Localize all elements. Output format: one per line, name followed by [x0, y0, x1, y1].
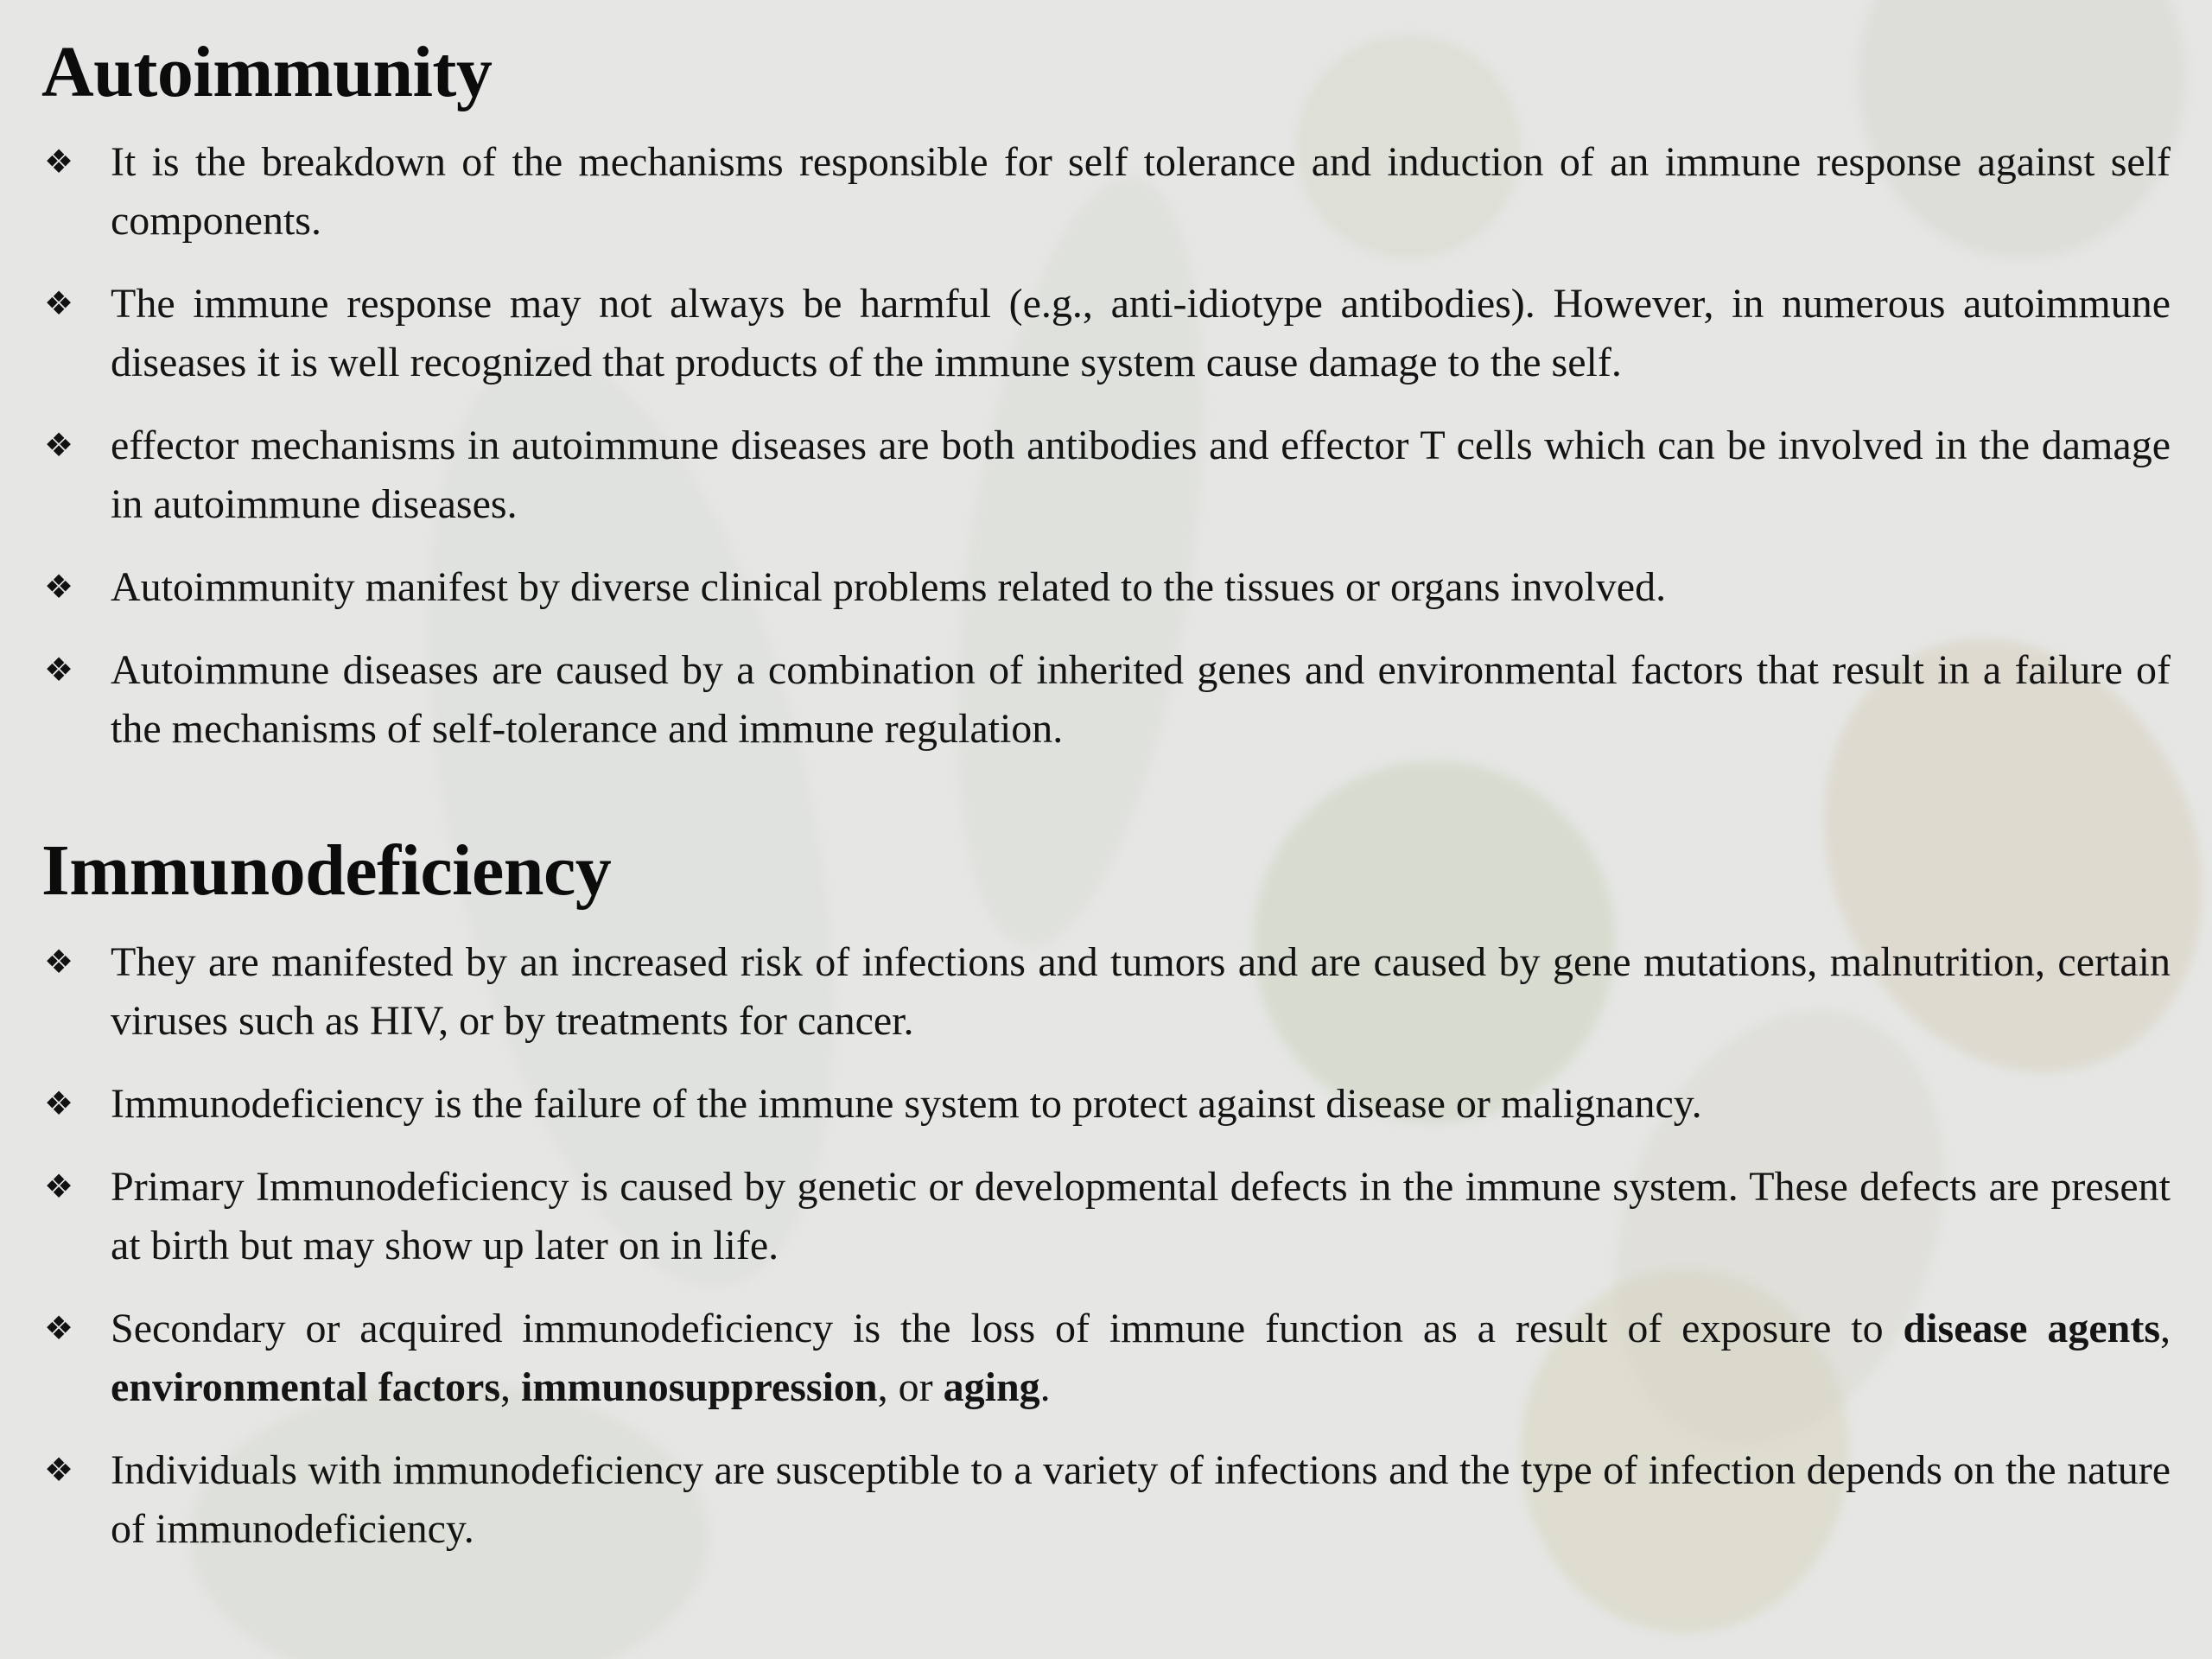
list-item: [41, 275, 2171, 392]
diamond-bullet-icon: ❖: [43, 286, 74, 322]
diamond-bullet-icon: ❖: [43, 1311, 74, 1347]
diamond-bullet-icon: ❖: [43, 652, 74, 689]
diamond-bullet-icon: ❖: [43, 1452, 74, 1489]
bullet-text-suffix: .: [1039, 1364, 1051, 1410]
autoimmunity-bullet-list: [41, 133, 2171, 759]
bullet-text: They are manifested by an increased risk of infections and tumors and are caused by gene mutations, malnutrition, certain viruses such as HIV, or by treatments for cancer.: [111, 939, 2171, 1044]
bullet-text: Individuals with immunodeficiency are susceptible to a variety of infections and the type of infection depends on the nature of immunodeficiency.: [111, 1447, 2171, 1552]
diamond-bullet-icon: ❖: [43, 1086, 74, 1122]
diamond-bullet-icon: ❖: [43, 944, 74, 981]
list-item: [41, 416, 2171, 534]
separator: ,: [2160, 1306, 2171, 1351]
bullet-text: [111, 1306, 2171, 1410]
bullet-text: Autoimmunity manifest by diverse clinical problems related to the tissues or organs involved.: [111, 564, 1667, 610]
list-item: [41, 641, 2171, 759]
section-heading-immunodeficiency: Immunodeficiency: [41, 830, 612, 911]
list-item: [41, 558, 2171, 617]
list-item: [41, 933, 2171, 1051]
diamond-bullet-icon: ❖: [43, 1169, 74, 1205]
bullet-text: It is the breakdown of the mechanisms responsible for self tolerance and induction of an immune response against self components.: [111, 139, 2171, 244]
immunodeficiency-bullet-list: [41, 933, 2171, 1559]
separator: , or: [877, 1364, 944, 1410]
diamond-bullet-icon: ❖: [43, 144, 74, 181]
list-item: [41, 1075, 2171, 1134]
bullet-text: Immunodeficiency is the failure of the immune system to protect against disease or malignancy.: [111, 1081, 1702, 1127]
bullet-text: Autoimmune diseases are caused by a combination of inherited genes and environmental factors that result in a failure of the mechanisms of self-tolerance and immune regulation.: [111, 647, 2171, 752]
diamond-bullet-icon: ❖: [43, 428, 74, 464]
immunodeficiency-section: [41, 828, 2171, 1559]
list-item: [41, 1158, 2171, 1275]
section-heading-autoimmunity: Autoimmunity: [41, 32, 493, 112]
separator: ,: [500, 1364, 522, 1410]
list-item: [41, 1300, 2171, 1417]
bullet-text: Primary Immunodeficiency is caused by genetic or developmental defects in the immune system. These defects are present at birth but may show up later on in life.: [111, 1164, 2171, 1268]
bullet-text: The immune response may not always be harmful (e.g., anti-idiotype antibodies). However, in numerous autoimmune diseases it is well recognized that products of the immune system cause damage to the self.: [111, 281, 2171, 385]
bullet-text-prefix: Secondary or acquired immunodeficiency is the loss of immune function as a result of exposure to: [111, 1306, 1904, 1351]
diamond-bullet-icon: ❖: [43, 569, 74, 606]
list-item: [41, 1441, 2171, 1559]
bold-term-environmental-factors: environmental factors: [111, 1364, 501, 1410]
autoimmunity-section: [41, 29, 2171, 759]
bold-term-aging: aging: [943, 1364, 1040, 1410]
list-item: [41, 133, 2171, 251]
bold-term-disease-agents: disease agents: [1903, 1306, 2161, 1351]
bold-term-immunosuppression: immunosuppression: [521, 1364, 878, 1410]
bullet-text: effector mechanisms in autoimmune diseases are both antibodies and effector T cells which can be involved in the damage in autoimmune diseases.: [111, 423, 2171, 527]
